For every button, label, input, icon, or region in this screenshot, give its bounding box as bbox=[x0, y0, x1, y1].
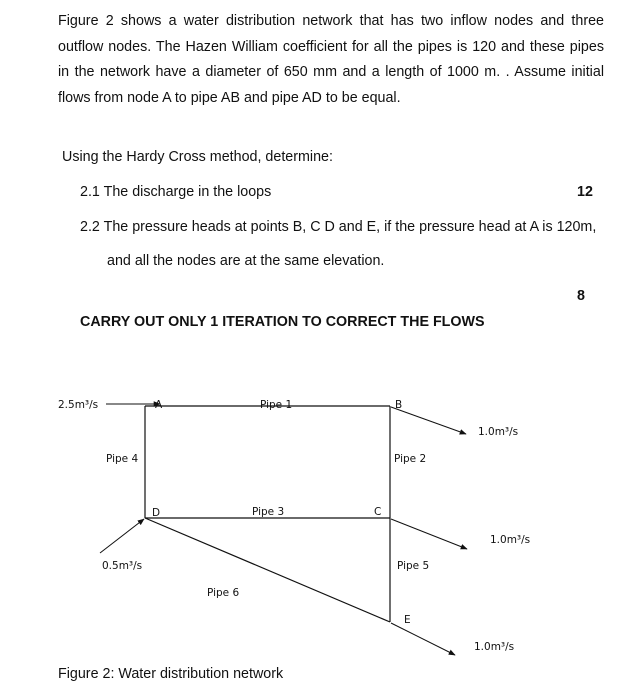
question-2-2-marks: 8 bbox=[577, 288, 585, 304]
pipe-6-label: Pipe 6 bbox=[207, 587, 240, 599]
pipe-6-line bbox=[145, 518, 390, 622]
inflow-D-arrow bbox=[100, 519, 144, 553]
outflow-B-label: 1.0m³/s bbox=[478, 426, 519, 438]
pipe-2-label: Pipe 2 bbox=[394, 453, 427, 465]
node-A-label: A bbox=[155, 399, 163, 411]
question-2-1: 2.1 The discharge in the loops bbox=[80, 184, 272, 200]
inflow-D-label: 0.5m³/s bbox=[102, 560, 143, 572]
network-diagram bbox=[0, 380, 641, 680]
method-prompt: Using the Hardy Cross method, determine: bbox=[62, 149, 333, 165]
question-2-2-line1: 2.2 The pressure heads at points B, C D and E, if the pressure head at A is 120m, bbox=[80, 219, 597, 235]
node-C-label: C bbox=[374, 506, 382, 518]
inflow-A-label: 2.5m³/s bbox=[58, 399, 99, 411]
question-2-1-marks: 12 bbox=[577, 184, 593, 200]
figure-caption: Figure 2: Water distribution network bbox=[58, 666, 284, 682]
outflow-C-label: 1.0m³/s bbox=[490, 534, 531, 546]
outflow-C-arrow bbox=[391, 519, 467, 549]
instruction-heading: CARRY OUT ONLY 1 ITERATION TO CORRECT THE FLOWS bbox=[80, 314, 485, 330]
outflow-E-label: 1.0m³/s bbox=[474, 641, 515, 653]
pipe-1-label: Pipe 1 bbox=[260, 399, 293, 411]
pipe-5-label: Pipe 5 bbox=[397, 560, 430, 572]
pipe-4-label: Pipe 4 bbox=[106, 453, 139, 465]
pipe-3-label: Pipe 3 bbox=[252, 506, 285, 518]
outflow-E-arrow bbox=[391, 623, 455, 655]
node-B-label: B bbox=[395, 399, 403, 411]
node-D-label: D bbox=[152, 507, 161, 519]
question-2-2-line2: and all the nodes are at the same elevation. bbox=[107, 253, 385, 269]
node-E-label: E bbox=[404, 614, 411, 626]
outflow-B-arrow bbox=[391, 407, 466, 434]
problem-intro: Figure 2 shows a water distribution network that has two inflow nodes and three outflow nodes. The Hazen William coefficient for all the pipes is 120 and these pipes in the network have a diameter of 650 mm and a length of 1000 m. . Assume initial flows from node A to pipe AB and pipe AD to be equal. bbox=[58, 13, 604, 106]
